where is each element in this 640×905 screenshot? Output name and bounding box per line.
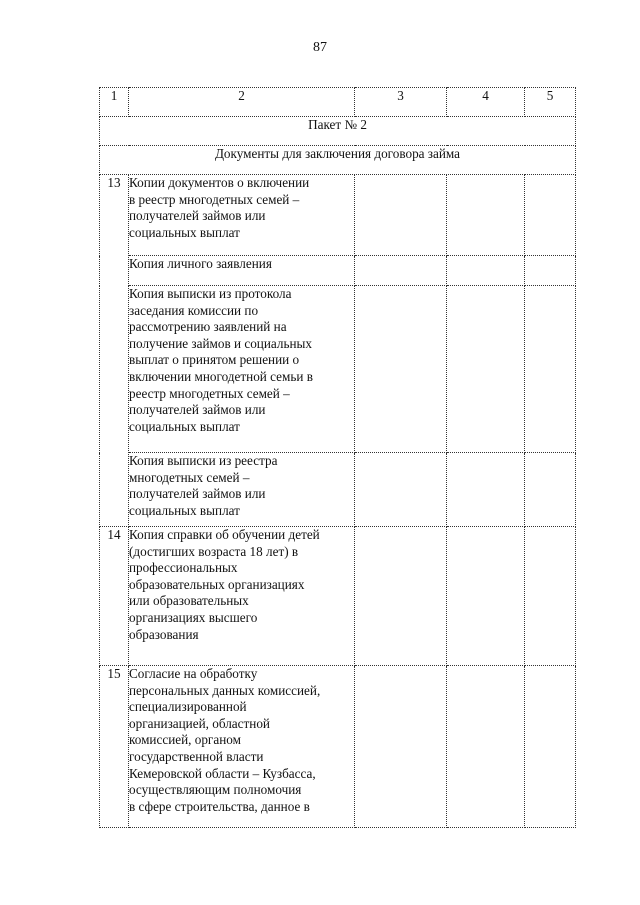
package-title: Пакет № 2 (100, 117, 576, 146)
header-col-1: 1 (100, 88, 129, 117)
documents-table (99, 87, 576, 828)
row-number-15: 15 (100, 666, 129, 828)
empty-cell (525, 256, 576, 286)
table-row (100, 527, 576, 666)
table-row (100, 286, 576, 453)
document-text: Копия личного заявления (129, 256, 272, 271)
section-row (100, 146, 576, 175)
empty-cell (355, 453, 447, 527)
header-col-5: 5 (525, 88, 576, 117)
header-col-2: 2 (129, 88, 355, 117)
empty-cell (447, 286, 525, 453)
package-row (100, 117, 576, 146)
empty-cell (447, 527, 525, 666)
document-text: Копия выписки из протокола заседания комиссии по рассмотрению заявлений на получение займов и социальных выплат о принятом решении о включении многодетной семьи в реестр многодетных семей – получателей займов или социальных выплат (129, 286, 313, 434)
document-text: Согласие на обработку персональных данных комиссией, специализированной организацией, областной комиссией, органом государственной власти Кемеровской области – Кузбасса, осуществляющим полномочия в сфере строительства, данное в (129, 666, 321, 814)
empty-cell (355, 286, 447, 453)
empty-cell (355, 256, 447, 286)
empty-cell (447, 175, 525, 256)
document-cell (129, 666, 355, 828)
table-row (100, 666, 576, 828)
empty-cell (525, 175, 576, 256)
empty-cell (525, 286, 576, 453)
empty-cell (525, 453, 576, 527)
empty-cell (525, 666, 576, 828)
document-text: Копия выписки из реестра многодетных семей – получателей займов или социальных выплат (129, 453, 278, 518)
document-text: Копия справки об обучении детей (достигших возраста 18 лет) в профессиональных образовательных организациях или образовательных организациях высшего образования (129, 527, 320, 642)
empty-cell (447, 453, 525, 527)
empty-cell (355, 175, 447, 256)
empty-cell (355, 527, 447, 666)
header-col-4: 4 (447, 88, 525, 117)
row-number-13: 13 (100, 175, 129, 527)
empty-cell (355, 666, 447, 828)
table-row (100, 256, 576, 286)
page-number: 87 (313, 40, 327, 55)
table-row (100, 175, 576, 256)
document-cell (129, 286, 355, 453)
empty-cell (447, 256, 525, 286)
document-cell (129, 175, 355, 256)
row-number-14: 14 (100, 527, 129, 666)
empty-cell (525, 527, 576, 666)
document-text: Копии документов о включении в реестр многодетных семей – получателей займов или социальных выплат (129, 175, 310, 240)
document-cell (129, 527, 355, 666)
section-title: Документы для заключения договора займа (100, 146, 576, 175)
header-col-3: 3 (355, 88, 447, 117)
empty-cell (447, 666, 525, 828)
table-row (100, 453, 576, 527)
table-header-row (100, 88, 576, 117)
document-cell (129, 453, 355, 527)
document-cell (129, 256, 355, 286)
